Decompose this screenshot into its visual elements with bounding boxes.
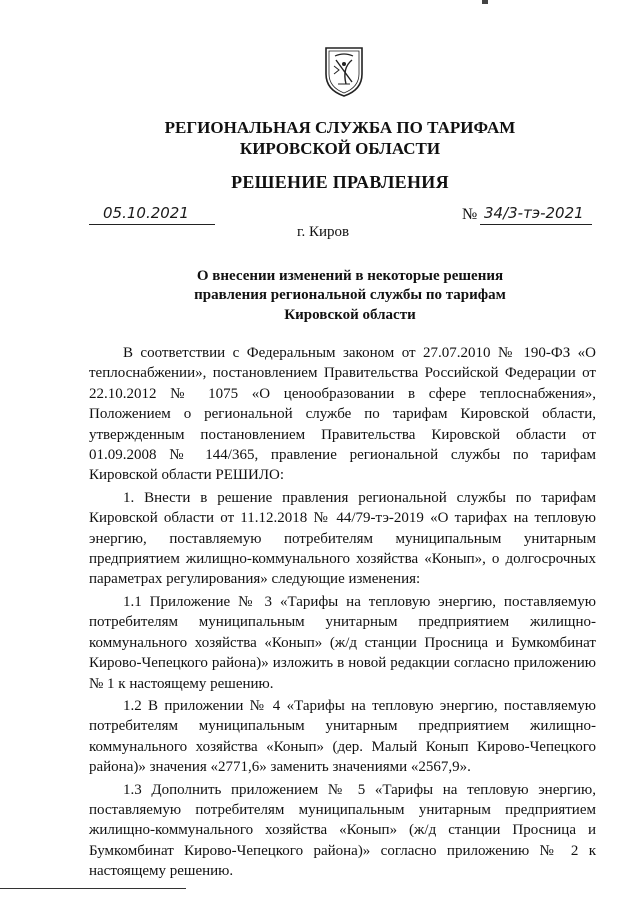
subject-line2: правления региональной службы по тарифам bbox=[194, 287, 506, 303]
document-city: г. Киров bbox=[297, 224, 350, 240]
item-1-paragraph: 1. Внести в решение правления региональной службы по тарифам Кировской области от 11.12.2018 № 44/79-тэ-2019 «О тарифах на тепловую энергию, поставляемую потребителям муниципальным унитарным предприятием жилищно-коммунального хозяйства «Конып», о долгосрочных параметрах регулирования» следующие изменения: bbox=[89, 489, 596, 588]
document-date-field bbox=[89, 204, 215, 225]
document-body bbox=[89, 343, 596, 884]
item-1-1-paragraph: 1.1 Приложение № 3 «Тарифы на тепловую энергию, поставляемую потребителям муниципальным унитарным предприятием жилищно-коммунального хозяйства «Конып» (ж/д станции Просница и Бумкомбинат Кирово-Чепецкого района)» изложить в новой редакции согласно приложению № 1 к настоящему решению. bbox=[89, 593, 596, 692]
preamble-paragraph: В соответствии с Федеральным законом от 27.07.2010 № 190-ФЗ «О теплоснабжении», постановлением Правительства Российской Федерации от 22.10.2012 № 1075 «О ценообразовании в сфере теплоснабжения», Положением о региональной службе по тарифам Кировской области, утвержденным постановлением Правительства Кировской области от 01.09.2008 № 144/365, правление региональной службы по тарифам Кировской области РЕШИЛО: bbox=[89, 345, 596, 484]
subject-line3: Кировской области bbox=[284, 307, 416, 323]
document-date: 05.10.2021 bbox=[103, 204, 189, 222]
footer-divider bbox=[0, 888, 186, 889]
document-number: 34/3-тэ-2021 bbox=[484, 204, 584, 222]
document-title: РЕШЕНИЕ ПРАВЛЕНИЯ bbox=[231, 172, 449, 192]
subject-line1: О внесении изменений в некоторые решения bbox=[196, 268, 504, 284]
coat-of-arms-icon bbox=[322, 44, 366, 98]
item-1-2-paragraph: 1.2 В приложении № 4 «Тарифы на тепловую энергию, поставляемую потребителям муниципальным унитарным предприятием жилищно-коммунального хозяйства «Конып» (дер. Малый Конып Кирово-Чепецкого района)» значения «2771,6» заменить значениями «2567,9». bbox=[89, 697, 596, 776]
number-sign: № bbox=[462, 206, 478, 223]
item-1-3-paragraph: 1.3 Дополнить приложением № 5 «Тарифы на тепловую энергию, поставляемую потребителям муниципальным унитарным предприятием жилищно-коммунального хозяйства «Конып» (ж/д станции Просница и Бумкомбинат Кирово-Чепецкого района)» согласно приложению № 2 к настоящему решению. bbox=[89, 781, 596, 880]
org-name-line1: РЕГИОНАЛЬНАЯ СЛУЖБА ПО ТАРИФАМ bbox=[164, 118, 516, 137]
org-name-line2: КИРОВСКОЙ ОБЛАСТИ bbox=[239, 139, 441, 158]
scan-mark bbox=[482, 0, 488, 4]
document-number-field bbox=[480, 204, 592, 225]
